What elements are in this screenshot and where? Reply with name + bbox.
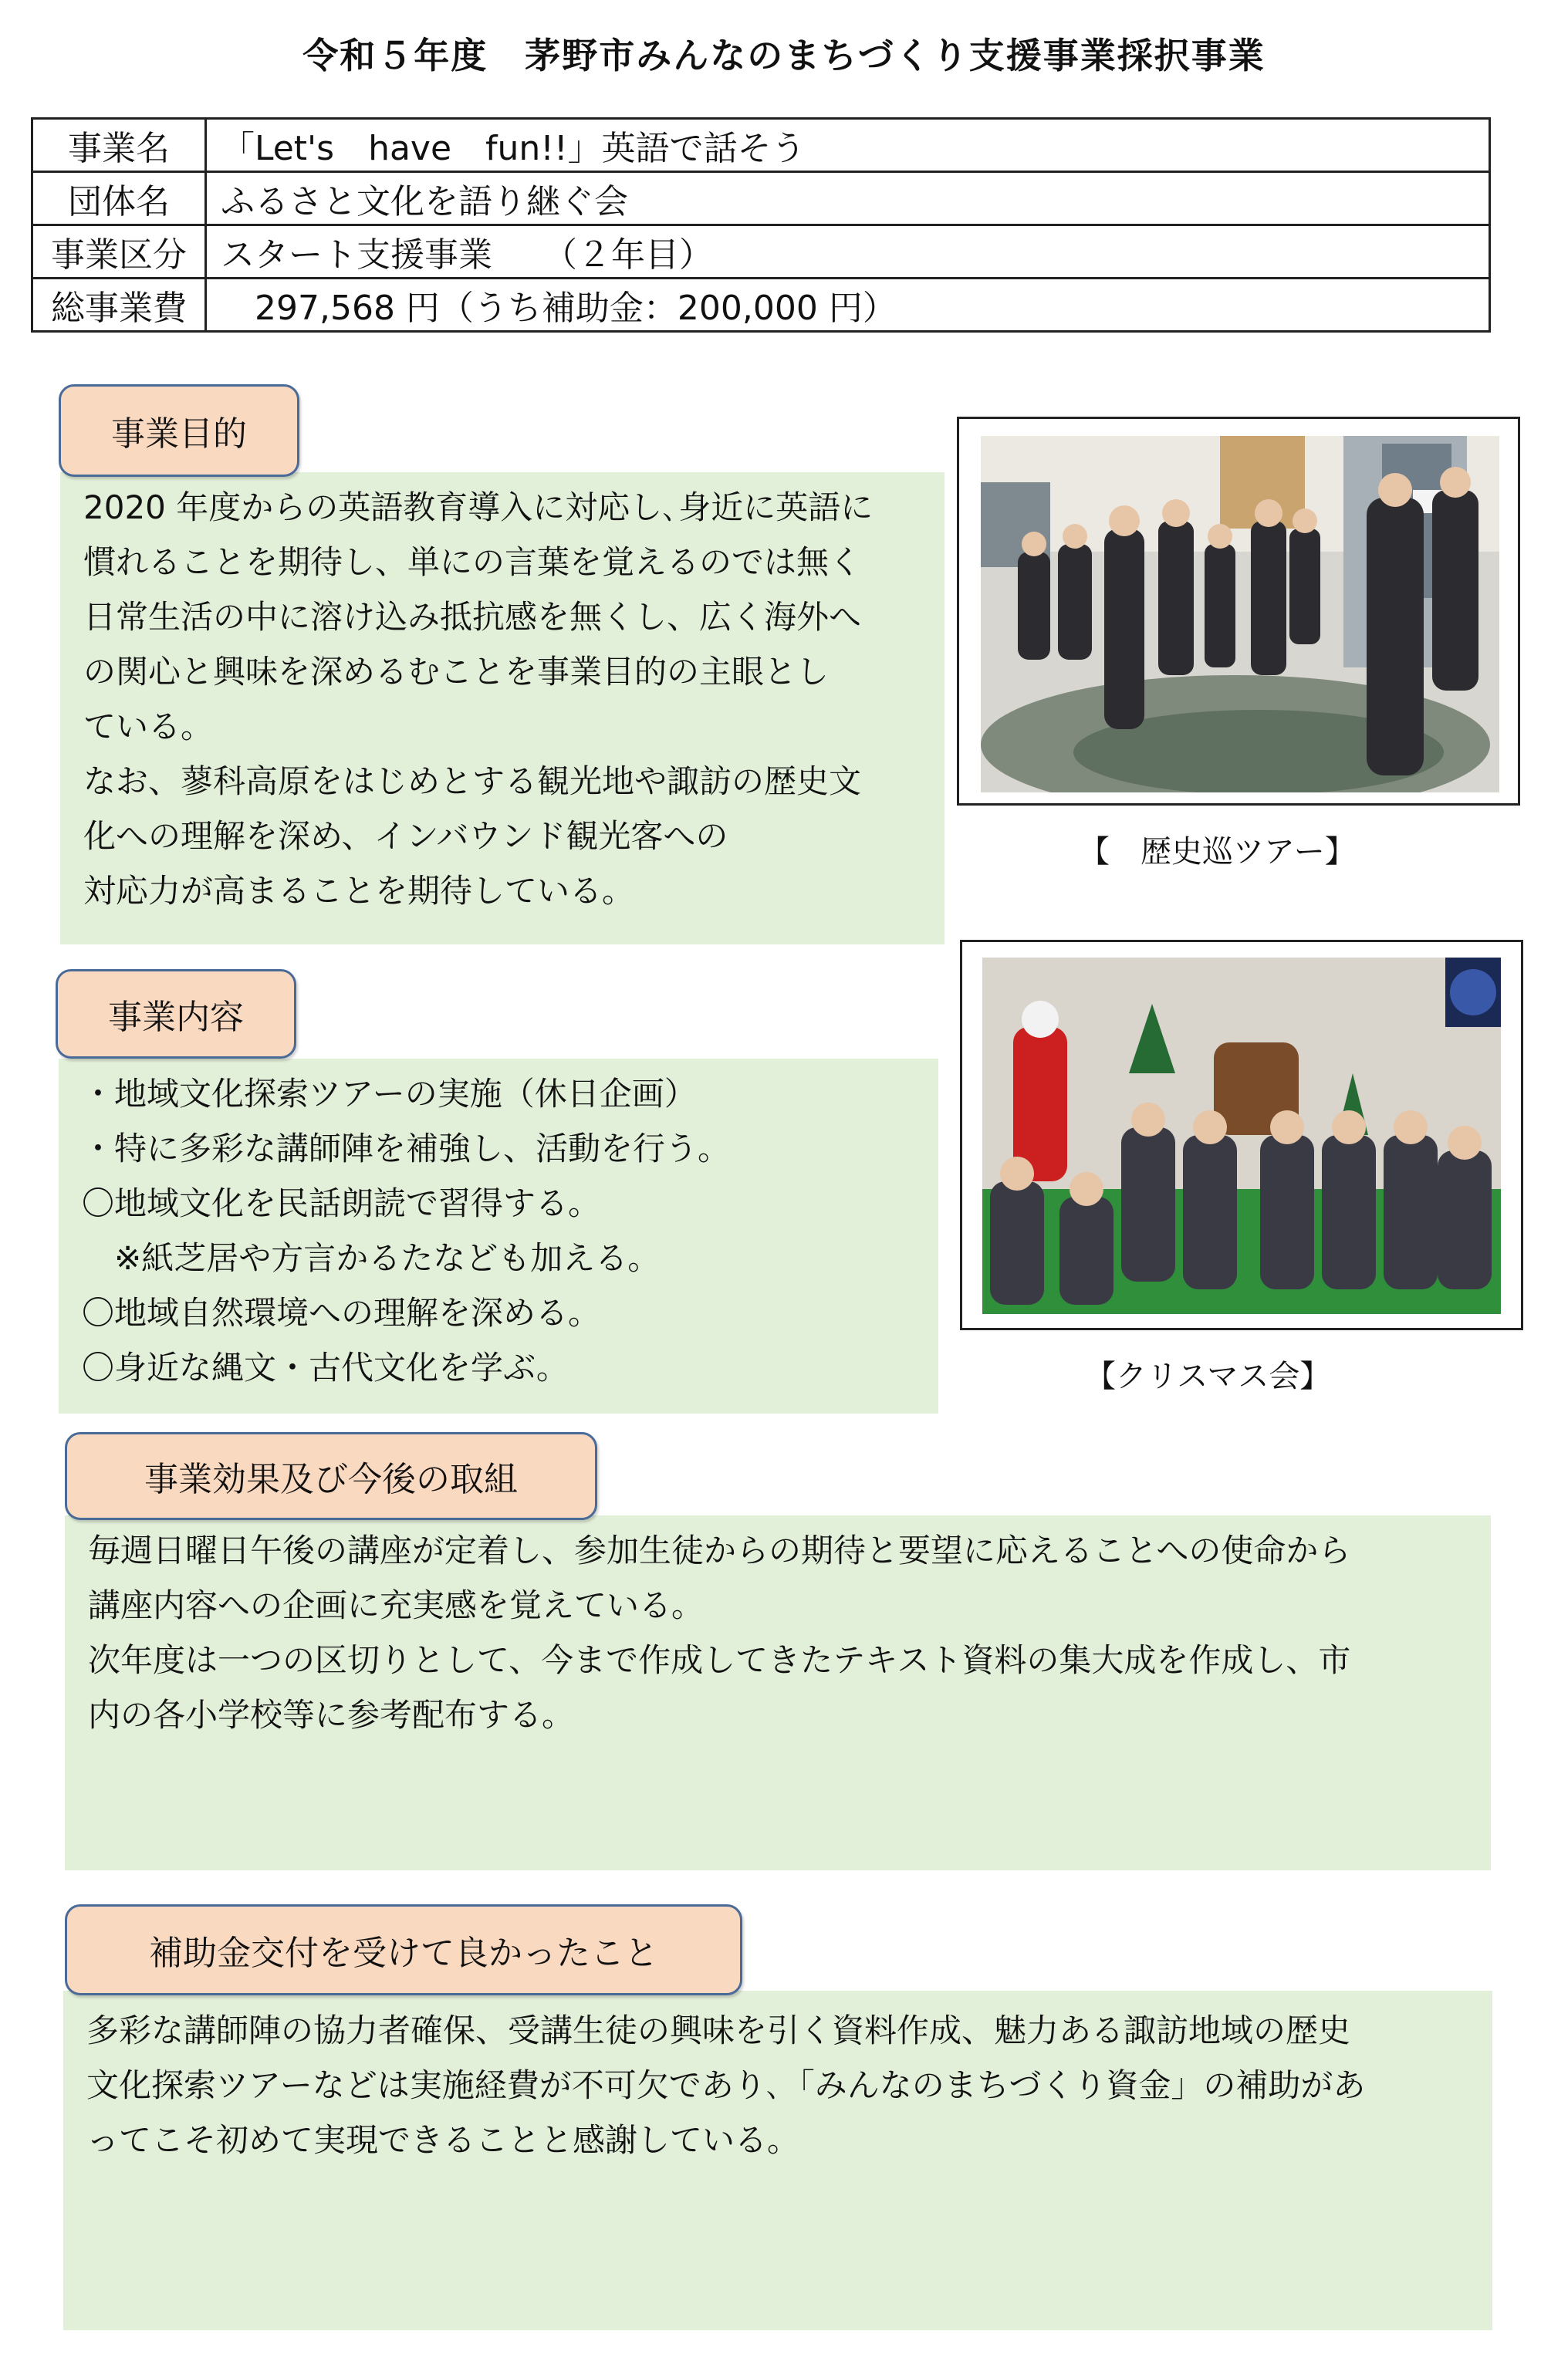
content-line: 〇地域自然環境への理解を深める。 xyxy=(82,1294,601,1332)
christmas-party-image xyxy=(982,958,1501,1314)
history-tour-photo xyxy=(957,417,1520,806)
benefit-line: ってこそ初めて実現できることと感謝している。 xyxy=(86,2121,800,2159)
content-line: 〇地域文化を民話朗読で習得する。 xyxy=(82,1184,601,1222)
history-tour-image xyxy=(981,436,1499,792)
info-label: 団体名 xyxy=(32,172,206,225)
content-heading: 事業内容 xyxy=(56,969,296,1059)
content-line: ・地域文化探索ツアーの実施（休日企画） xyxy=(82,1075,697,1113)
info-label: 総事業費 xyxy=(32,279,206,332)
purpose-line: 慣れることを期待し、単にの言葉を覚えるのでは無く xyxy=(83,543,862,581)
purpose-line: 日常生活の中に溶け込み抵抗感を無くし、広く海外へ xyxy=(83,598,862,636)
purpose-line: 化への理解を深め、インバウンド観光客への xyxy=(83,817,728,855)
info-value: スタート支援事業 （２年目） xyxy=(206,225,1490,279)
content-line: 〇身近な縄文・古代文化を学ぶ。 xyxy=(82,1349,569,1387)
info-value: ふるさと文化を語り継ぐ会 xyxy=(206,172,1490,225)
purpose-line: の関心と興味を深めるむことを事業目的の主眼とし xyxy=(83,653,830,691)
effect-panel xyxy=(65,1515,1491,1870)
purpose-line: 2020 年度からの英語教育導入に対応し､身近に英語に xyxy=(83,488,874,526)
purpose-line: ている。 xyxy=(83,708,214,745)
info-row-category xyxy=(32,225,1490,279)
effect-line: 次年度は一つの区切りとして、今まで作成してきたテキスト資料の集大成を作成し、市 xyxy=(88,1641,1351,1679)
benefit-heading: 補助金交付を受けて良かったこと xyxy=(65,1904,742,1995)
info-value: 297,568 円（うち補助金：200,000 円） xyxy=(206,279,1490,332)
effect-line: 内の各小学校等に参考配布する。 xyxy=(88,1696,575,1734)
effect-heading: 事業効果及び今後の取組 xyxy=(65,1432,597,1520)
info-label: 事業区分 xyxy=(32,225,206,279)
purpose-line: なお、蓼科高原をはじめとする観光地や諏訪の歴史文 xyxy=(83,762,862,800)
project-info-table xyxy=(31,117,1491,333)
page-title: 令和５年度 茅野市みんなのまちづくり支援事業採択事業 xyxy=(302,35,1266,76)
info-row-organization xyxy=(32,172,1490,225)
christmas-party-photo xyxy=(960,940,1523,1330)
effect-line: 毎週日曜日午後の講座が定着し、参加生徒からの期待と要望に応えることへの使命から xyxy=(88,1532,1351,1569)
content-line: ※紙芝居や方言かるたなども加える。 xyxy=(82,1239,661,1277)
purpose-line: 対応力が高まることを期待している。 xyxy=(83,872,635,910)
history-tour-caption: 【 歴史巡ツアー】 xyxy=(1079,834,1356,870)
content-panel xyxy=(59,1059,938,1414)
info-value: 「Let's have fun!!」英語で話そう xyxy=(206,119,1490,172)
info-row-project-name xyxy=(32,119,1490,172)
purpose-panel xyxy=(60,472,945,944)
christmas-party-caption: 【クリスマス会】 xyxy=(1085,1359,1331,1394)
benefit-panel xyxy=(63,1991,1492,2330)
content-line: ・特に多彩な講師陣を補強し、活動を行う。 xyxy=(82,1130,731,1167)
purpose-heading: 事業目的 xyxy=(59,384,299,477)
benefit-line: 文化探索ツアーなどは実施経費が不可欠であり､「みんなのまちづくり資金」の補助があ xyxy=(86,2066,1366,2104)
info-label: 事業名 xyxy=(32,119,206,172)
benefit-line: 多彩な講師陣の協力者確保、受講生徒の興味を引く資料作成、魅力ある諏訪地域の歴史 xyxy=(86,2012,1351,2049)
info-row-total-cost xyxy=(32,279,1490,332)
effect-line: 講座内容への企画に充実感を覚えている。 xyxy=(88,1586,705,1624)
